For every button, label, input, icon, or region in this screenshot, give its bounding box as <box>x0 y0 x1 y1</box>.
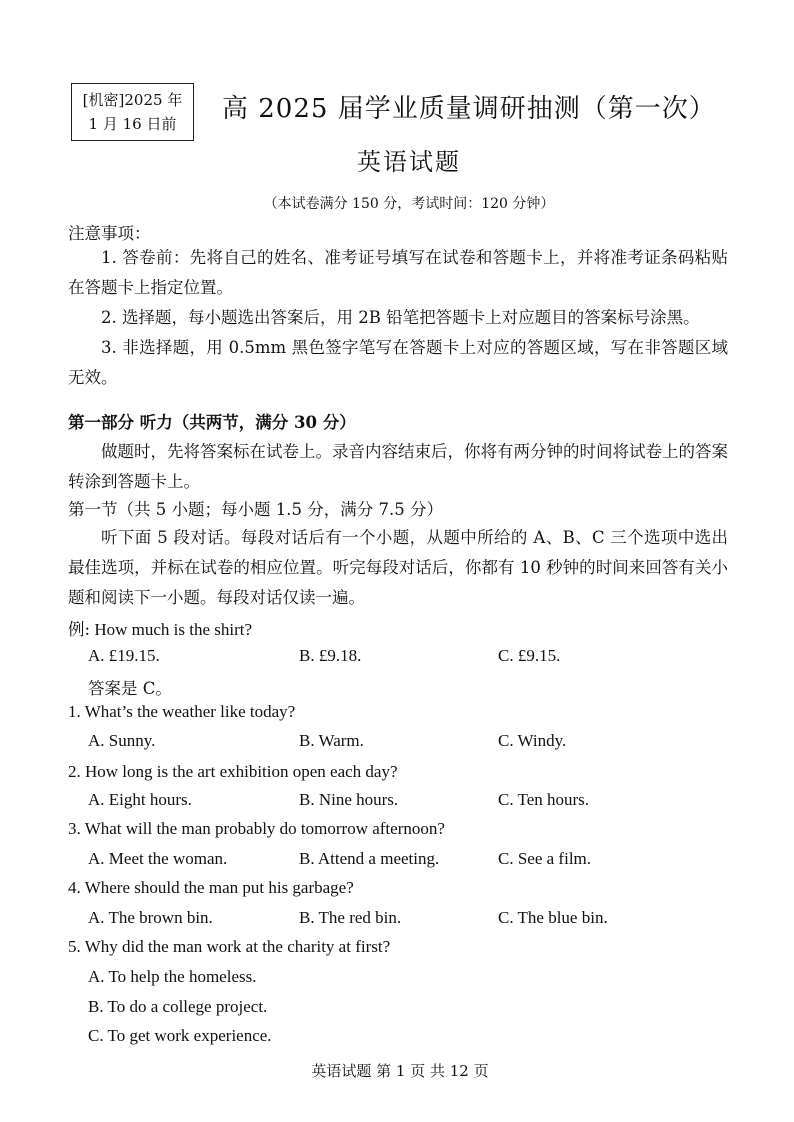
part-intro <box>68 437 728 497</box>
option-c: C. To get work experience. <box>88 1026 272 1045</box>
option-b: B. Nine hours. <box>299 790 399 809</box>
notice-heading: 注意事项： <box>68 224 151 243</box>
section-heading: 第一节（共 5 小题；每小题 1.5 分，满分 7.5 分） <box>68 500 443 519</box>
exam-info: （本试卷满分 150 分，考试时间：120 分钟） <box>263 196 555 212</box>
page-footer: 英语试题 第 1 页 共 12 页 <box>311 1062 489 1080</box>
example-option-b: B. £9.18. <box>299 646 362 665</box>
option-b: B. Attend a meeting. <box>299 849 440 868</box>
example-question <box>68 616 252 640</box>
confidential-line-1: [机密]2025 年 <box>82 91 183 109</box>
question-stem: 5. Why did the man work at the charity at first? <box>68 937 391 956</box>
part-heading: 第一部分 听力（共两节，满分 30 分） <box>68 413 356 432</box>
confidential-box <box>71 83 194 141</box>
option-c: C. Ten hours. <box>498 790 590 809</box>
option-b: B. The red bin. <box>299 908 402 927</box>
notice-item: 2. 选择题，每小题选出答案后，用 2B 铅笔把答题卡上对应题目的答案标号涂黑。 <box>101 308 700 327</box>
option-a: A. Sunny. <box>88 731 156 750</box>
section-intro-text: 听下面 5 段对话。每段对话后有一个小题，从题中所给的 A、B、C 三个选项中选出最佳选项，并标在试卷的相应位置。听完每段对话后，你都有 10 秒钟的时间来回答有关小题和阅读下一小题。每段对话仅读一遍。 <box>68 528 728 607</box>
question-stem: 2. How long is the art exhibition open each day? <box>68 762 398 781</box>
section-intro <box>68 523 728 613</box>
example-option-c: C. £9.15. <box>498 646 561 665</box>
option-a: A. Eight hours. <box>88 790 192 809</box>
part-intro-text: 做题时，先将答案标在试卷上。录音内容结束后，你将有两分钟的时间将试卷上的答案转涂到答题卡上。 <box>68 442 728 491</box>
option-c: C. Windy. <box>498 731 567 750</box>
question-stem: 4. Where should the man put his garbage? <box>68 878 354 897</box>
notice-item: 3. 非选择题，用 0.5mm 黑色签字笔写在答题卡上对应的答题区域，写在非答题区域无效。 <box>68 338 728 387</box>
example-answer: 答案是 C。 <box>88 679 172 698</box>
confidential-line-2: 1 月 16 日前 <box>88 115 177 133</box>
option-a: A. Meet the woman. <box>88 849 228 868</box>
exam-subtitle: 英语试题 <box>357 148 461 176</box>
question-stem: 3. What will the man probably do tomorrow afternoon? <box>68 819 445 838</box>
option-b: B. To do a college project. <box>88 997 268 1016</box>
question-stem: 1. What’s the weather like today? <box>68 702 296 721</box>
notice-list <box>68 243 728 393</box>
example-prefix: 例: <box>68 620 91 639</box>
example-question-text: How much is the shirt? <box>90 620 253 639</box>
option-c: C. See a film. <box>498 849 592 868</box>
example-option-a: A. £19.15. <box>88 646 160 665</box>
option-a: A. To help the homeless. <box>88 967 257 986</box>
exam-title: 高 2025 届学业质量调研抽测（第一次） <box>222 94 716 124</box>
notice-item: 1. 答卷前：先将自己的姓名、准考证号填写在试卷和答题卡上，并将准考证条码粘贴在答题卡上指定位置。 <box>68 248 728 297</box>
option-c: C. The blue bin. <box>498 908 608 927</box>
option-b: B. Warm. <box>299 731 364 750</box>
option-a: A. The brown bin. <box>88 908 213 927</box>
